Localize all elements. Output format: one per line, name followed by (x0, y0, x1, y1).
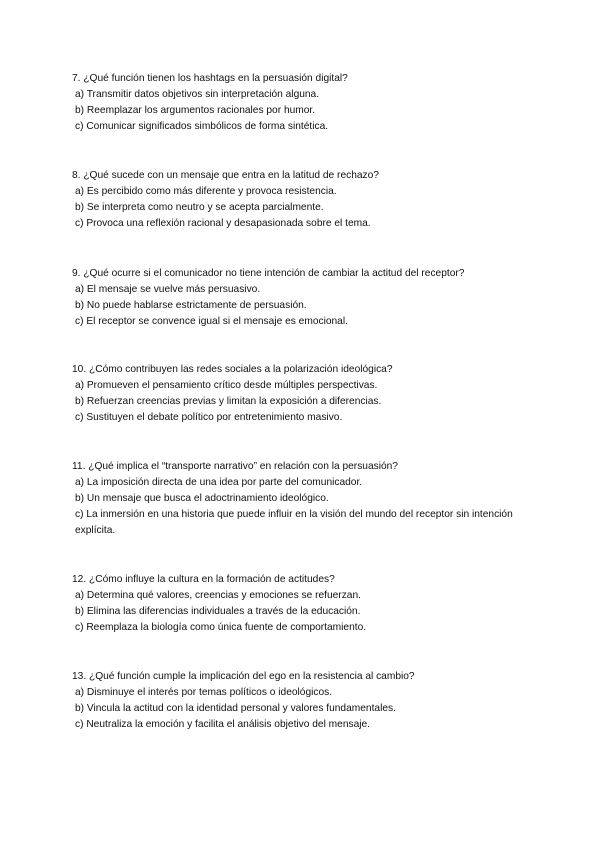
option-b: b) Se interpreta como neutro y se acepta parcialmente. (75, 202, 324, 213)
question-11 (72, 459, 532, 539)
question-8 (72, 168, 532, 232)
option-b: b) No puede hablarse estrictamente de persuasión. (75, 300, 307, 311)
question-text: 11. ¿Qué implica el “transporte narrativo” en relación con la persuasión? (72, 461, 398, 472)
option-b: b) Un mensaje que busca el adoctrinamiento ideológico. (75, 493, 329, 504)
option-c: c) La inmersión en una historia que puede influir en la visión del mundo del receptor sin intención explícita. (75, 509, 513, 536)
option-a: a) Transmitir datos objetivos sin interpretación alguna. (75, 89, 320, 100)
option-a: a) Determina qué valores, creencias y emociones se refuerzan. (75, 590, 361, 601)
question-9 (72, 266, 532, 330)
question-12 (72, 572, 532, 636)
option-a: a) El mensaje se vuelve más persuasivo. (75, 284, 261, 295)
option-a: a) Promueven el pensamiento crítico desde múltiples perspectivas. (75, 380, 378, 391)
option-a: a) Es percibido como más diferente y provoca resistencia. (75, 186, 337, 197)
option-c: c) Neutraliza la emoción y facilita el análisis objetivo del mensaje. (75, 719, 371, 730)
question-7 (72, 71, 532, 135)
question-text: 8. ¿Qué sucede con un mensaje que entra en la latitud de rechazo? (72, 170, 379, 181)
option-b: b) Reemplazar los argumentos racionales por humor. (75, 105, 316, 116)
option-b: b) Elimina las diferencias individuales a través de la educación. (75, 606, 361, 617)
option-a: a) La imposición directa de una idea por parte del comunicador. (75, 477, 363, 488)
option-a: a) Disminuye el interés por temas políticos o ideológicos. (75, 687, 333, 698)
option-b: b) Vincula la actitud con la identidad personal y valores fundamentales. (75, 703, 396, 714)
option-c: c) El receptor se convence igual si el mensaje es emocional. (75, 316, 348, 327)
option-c: c) Comunicar significados simbólicos de forma sintética. (75, 121, 329, 132)
option-c: c) Reemplaza la biología como única fuente de comportamiento. (75, 622, 367, 633)
question-text: 7. ¿Qué función tienen los hashtags en la persuasión digital? (72, 73, 348, 84)
question-text: 12. ¿Cómo influye la cultura en la formación de actitudes? (72, 574, 335, 585)
question-text: 9. ¿Qué ocurre si el comunicador no tiene intención de cambiar la actitud del receptor? (72, 268, 465, 279)
question-text: 10. ¿Cómo contribuyen las redes sociales a la polarización ideológica? (72, 364, 393, 375)
option-c: c) Provoca una reflexión racional y desapasionada sobre el tema. (75, 218, 371, 229)
option-b: b) Refuerzan creencias previas y limitan la exposición a diferencias. (75, 396, 382, 407)
question-13 (72, 669, 532, 733)
question-10 (72, 362, 532, 426)
option-c: c) Sustituyen el debate político por entretenimiento masivo. (75, 412, 343, 423)
question-text: 13. ¿Qué función cumple la implicación del ego en la resistencia al cambio? (72, 671, 415, 682)
